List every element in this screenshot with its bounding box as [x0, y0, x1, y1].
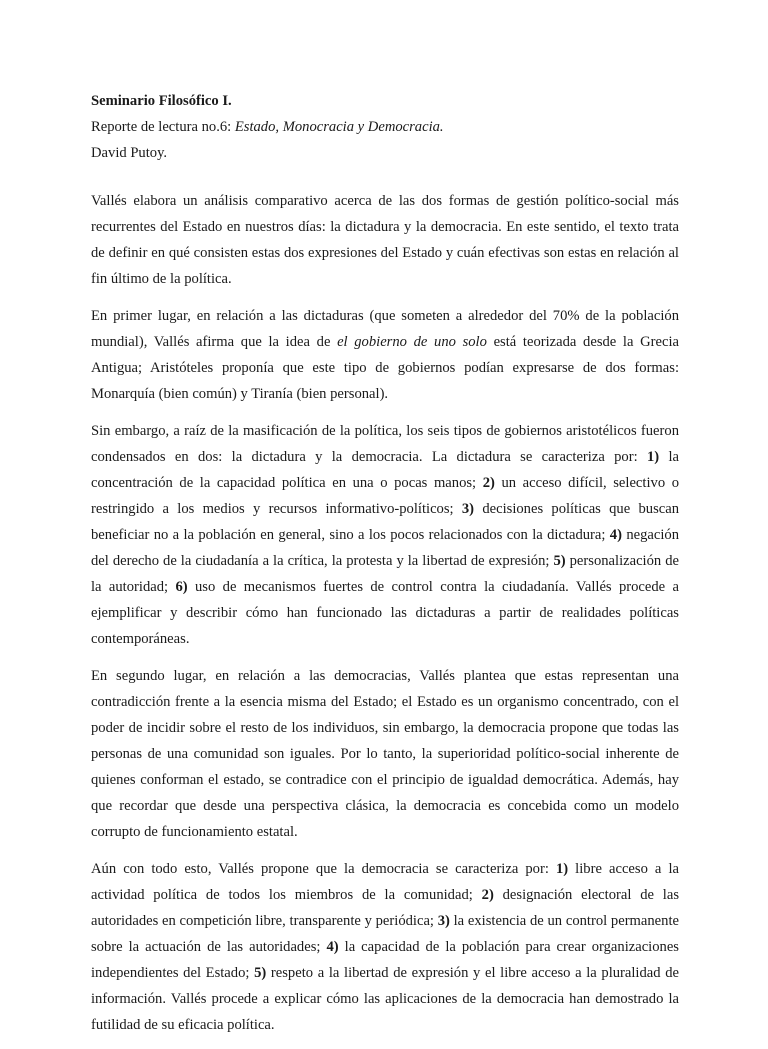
p5-item-4: la capacidad de la población para crear organizaciones independientes del Estado; [91, 939, 679, 981]
document-page [91, 88, 679, 1049]
paragraph-democracy-traits [91, 856, 679, 1038]
paragraph-dictatorship-traits [91, 418, 679, 652]
p5-item-5: respeto a la libertad de expresión y el libre acceso a la pluralidad de información. Vallés procede a explicar cómo las aplicaciones de la democracia han demostrado la futilidad de su eficacia política. [91, 965, 679, 1033]
p3-intro: Sin embargo, a raíz de la masificación de la política, los seis tipos de gobiernos aristotélicos fueron condensados en dos: la dictadura y la democracia. La dictadura se caracteriza por: [91, 423, 679, 465]
author-name: David Putoy. [91, 145, 168, 161]
report-line [91, 114, 679, 140]
paragraph-democracies: En segundo lugar, en relación a las democracias, Vallés plantea que estas representan una contradicción frente a la esencia misma del Estado; el Estado es un organismo concentrado, con el poder de incidir sobre el resto de los individuos, sin embargo, la democracia propone que todas las personas de una comunidad son iguales. Por lo tanto, la superioridad político-social inherente de quienes conforman el estado, se contradice con el principio de igualdad democrática. Además, hay que recordar que desde una perspectiva clásica, la democracia es concebida como un modelo corrupto de funcionamiento estatal. [91, 668, 679, 840]
p2-emphasis: el gobierno de uno solo [337, 334, 487, 350]
p3-item-2: un acceso difícil, selectivo o restringido a los medios y recursos informativo-políticos; [91, 475, 680, 517]
p5-item-2: designación electoral de las autoridades en competición libre, transparente y periódica; [91, 887, 680, 929]
p3-num-5: 5) [553, 553, 566, 569]
p5-num-1: 1) [555, 861, 569, 877]
paragraph-intro: Vallés elabora un análisis comparativo acerca de las dos formas de gestión político-social más recurrentes del Estado en nuestros días: la dictadura y la democracia. En este sentido, el texto trata de definir en qué consisten estas dos expresiones del Estado y cuán efectivas son estas en relación al fin último de la política. [91, 193, 679, 287]
p2-text-c: está teorizada desde la Grecia Antigua; Aristóteles proponía que este tipo de gobiernos podían expresarse de dos formas: Monarquía (bien común) y Tiranía (bien personal). [91, 334, 679, 402]
p2-text-a: En primer lugar, en relación a las dictaduras (que someten a alrededor del 70% de la población mundial), Vallés afirma que la idea de [91, 308, 679, 350]
paragraph-dictatorships [91, 303, 679, 407]
document-header [91, 88, 679, 166]
p3-num-3: 3) [461, 501, 475, 517]
p5-num-5: 5) [254, 965, 267, 981]
p3-item-5: personalización de la autoridad; [91, 553, 679, 595]
p3-item-6: uso de mecanismos fuertes de control contra la ciudadanía. Vallés procede a ejemplificar y describir cómo han funcionado las dictaduras a partir de realidades políticas contemporáneas. [91, 579, 680, 647]
p5-num-3: 3) [437, 913, 450, 929]
p3-num-1: 1) [646, 449, 660, 465]
report-title: Estado, Monocracia y Democracia. [234, 119, 444, 135]
p5-num-2: 2) [481, 887, 494, 903]
report-prefix: Reporte de lectura no.6: [91, 119, 235, 135]
p3-item-4: negación del derecho de la ciudadanía a la crítica, la protesta y la libertad de expresión; [91, 527, 680, 569]
p5-item-1: libre acceso a la actividad política de todos los miembros de la comunidad; [91, 861, 680, 903]
seminar-title: Seminario Filosófico I. [91, 93, 232, 109]
p5-item-3: la existencia de un control permanente sobre la actuación de las autoridades; [91, 913, 679, 955]
p3-item-1: la concentración de la capacidad política en una o pocas manos; [91, 449, 679, 491]
p3-num-4: 4) [609, 527, 622, 543]
p3-item-3: decisiones políticas que buscan beneficiar no a la población en general, sino a los pocos relacionados con la dictadura; [91, 501, 680, 543]
p5-intro: Aún con todo esto, Vallés propone que la democracia se caracteriza por: [91, 861, 556, 877]
p3-num-6: 6) [175, 579, 188, 595]
p5-num-4: 4) [326, 939, 339, 955]
p3-num-2: 2) [482, 475, 495, 491]
